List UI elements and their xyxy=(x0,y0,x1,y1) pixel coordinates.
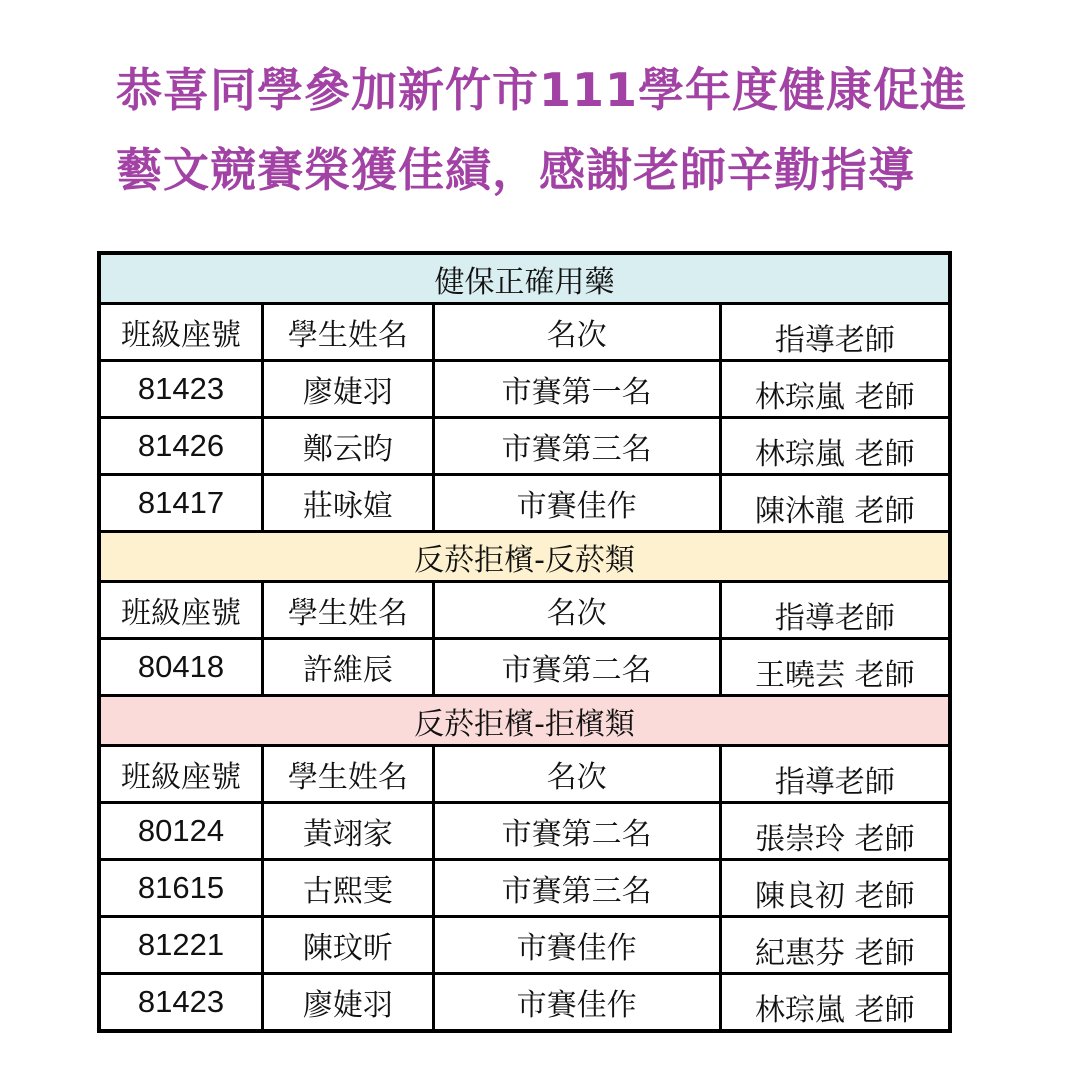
rank: 市賽佳作 xyxy=(433,974,720,1032)
header-rank: 名次 xyxy=(433,582,720,639)
teacher: 陳沐龍 老師 xyxy=(720,475,950,532)
table-row xyxy=(99,974,950,1032)
rank: 市賽第二名 xyxy=(433,803,720,860)
section-title: 健保正確用藥 xyxy=(99,253,950,304)
teacher: 林琮嵐 老師 xyxy=(720,361,950,418)
table-row xyxy=(99,361,950,418)
rank: 市賽第三名 xyxy=(433,860,720,917)
student-name: 許維辰 xyxy=(263,639,434,696)
column-header-row xyxy=(99,304,950,361)
class-seat: 81426 xyxy=(99,418,263,475)
section-title: 反菸拒檳-拒檳類 xyxy=(99,696,950,746)
student-name: 陳玟昕 xyxy=(263,917,434,974)
table-row xyxy=(99,418,950,475)
teacher: 張崇玲 老師 xyxy=(720,803,950,860)
section-title: 反菸拒檳-反菸類 xyxy=(99,532,950,582)
table-row xyxy=(99,860,950,917)
class-seat: 80418 xyxy=(99,639,263,696)
class-seat: 80124 xyxy=(99,803,263,860)
table-row xyxy=(99,803,950,860)
class-seat: 81221 xyxy=(99,917,263,974)
column-header-row xyxy=(99,582,950,639)
rank: 市賽第三名 xyxy=(433,418,720,475)
header-teacher: 指導老師 xyxy=(720,746,950,803)
rank: 市賽佳作 xyxy=(433,475,720,532)
header-student: 學生姓名 xyxy=(263,304,434,361)
header-teacher: 指導老師 xyxy=(720,582,950,639)
column-header-row xyxy=(99,746,950,803)
teacher: 陳良初 老師 xyxy=(720,860,950,917)
table-row xyxy=(99,475,950,532)
teacher: 林琮嵐 老師 xyxy=(720,418,950,475)
header-teacher: 指導老師 xyxy=(720,304,950,361)
table-row xyxy=(99,639,950,696)
header-class-seat: 班級座號 xyxy=(99,304,263,361)
student-name: 黃翊家 xyxy=(263,803,434,860)
header-class-seat: 班級座號 xyxy=(99,746,263,803)
student-name: 廖婕羽 xyxy=(263,361,434,418)
section-header-row xyxy=(99,532,950,582)
table-row xyxy=(99,917,950,974)
header-student: 學生姓名 xyxy=(263,746,434,803)
teacher: 紀惠芬 老師 xyxy=(720,917,950,974)
class-seat: 81423 xyxy=(99,361,263,418)
page-title-line-1: 恭喜同學參加新竹市111學年度健康促進 xyxy=(116,63,968,117)
section-header-row xyxy=(99,696,950,746)
class-seat: 81615 xyxy=(99,860,263,917)
page-title-line-2: 藝文競賽榮獲佳績，感謝老師辛勤指導 xyxy=(116,143,915,197)
class-seat: 81423 xyxy=(99,974,263,1032)
teacher: 王曉芸 老師 xyxy=(720,639,950,696)
class-seat: 81417 xyxy=(99,475,263,532)
student-name: 古熙雯 xyxy=(263,860,434,917)
teacher: 林琮嵐 老師 xyxy=(720,974,950,1032)
header-student: 學生姓名 xyxy=(263,582,434,639)
rank: 市賽第一名 xyxy=(433,361,720,418)
rank: 市賽第二名 xyxy=(433,639,720,696)
student-name: 莊咏媗 xyxy=(263,475,434,532)
header-rank: 名次 xyxy=(433,746,720,803)
rank: 市賽佳作 xyxy=(433,917,720,974)
section-header-row xyxy=(99,253,950,304)
awards-table xyxy=(97,251,952,1033)
header-class-seat: 班級座號 xyxy=(99,582,263,639)
student-name: 廖婕羽 xyxy=(263,974,434,1032)
student-name: 鄭云昀 xyxy=(263,418,434,475)
header-rank: 名次 xyxy=(433,304,720,361)
